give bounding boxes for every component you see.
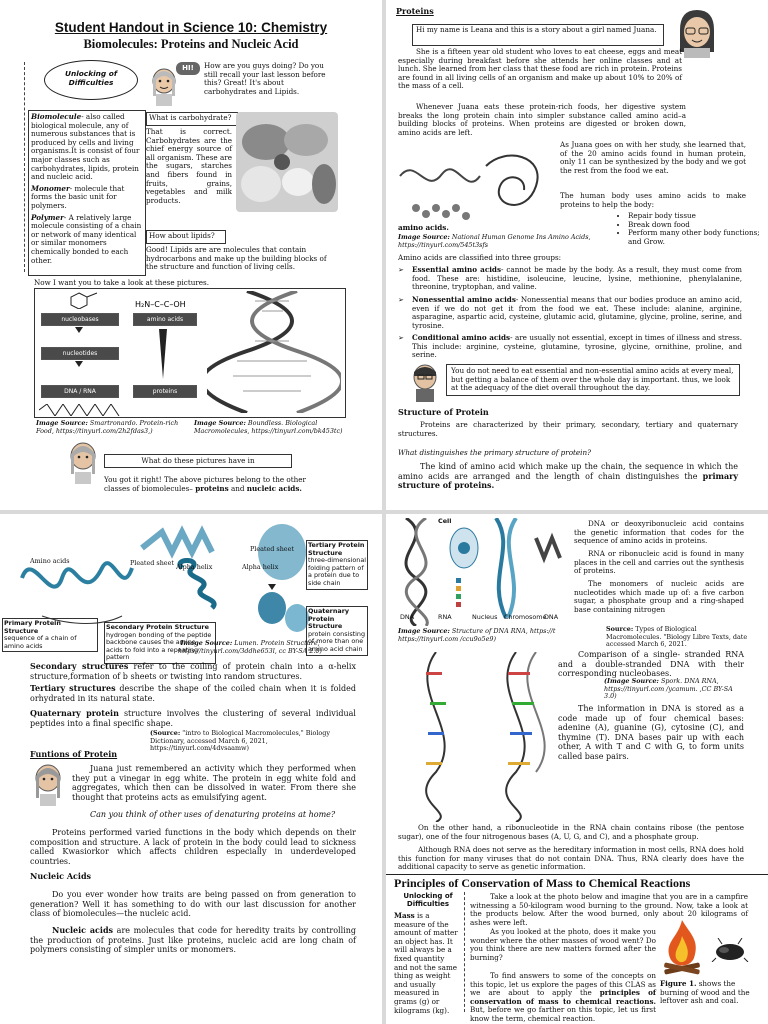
structure-paragraph: Proteins are characterized by their primary, secondary, tertiary and quaternary structures. [398, 420, 738, 438]
paragraph-nucleic-1: Do you ever wonder how traits are being passed on from generation to generation? Well it has something to do with our last discussion for another class of biomolecules—the nucleic acid. [30, 890, 356, 919]
image-source-spork [604, 678, 744, 701]
question-lipids: How about lipids? [146, 230, 226, 244]
def-polymer [31, 214, 143, 266]
list-item: • Repair body tissue [628, 212, 760, 221]
answer-text: The kind of amino acid which make up the chain, the sequence in which the amino acids are arranged and the length of chain distinguishes the [398, 462, 738, 481]
src-types-label: Source: [606, 625, 634, 633]
rna-dna-comparison-diagram [396, 652, 556, 822]
term-tertiary: Tertiary structures [30, 683, 116, 693]
label-cell: Cell [438, 517, 452, 525]
nucleic-acids-title: Nucleic Acids [30, 871, 92, 881]
def-biomolecule [31, 113, 143, 182]
def-monomer-text: - molecule that forms the basic unit for polymers. [31, 183, 125, 210]
arrow-down-icon [159, 329, 167, 379]
quaternary-title: Quaternary Protein Structure [308, 607, 350, 631]
src-spork-label: (Image Source: [604, 677, 659, 685]
functions-title: Funtions of Protein [30, 749, 118, 759]
unlocking-label-2: Unlocking of Difficulties [403, 892, 453, 908]
page-proteins [386, 0, 768, 510]
paragraph-synthesized: As Juana goes on with her study, she learned that, of the 20 amino acids found in human protein, only 11 can be synthesized by the body and we got the rest from the food we eat. [560, 140, 746, 175]
arrow-right-icon: ➢ [398, 333, 405, 342]
quaternary-text: protein consisting of more than one amino acid chain [308, 629, 366, 653]
paragraph-dna: DNA or deoxyribonucleic acid contains the genetic information that codes for the sequence of amino acids in proteins. [574, 519, 744, 546]
flow-nucleobases: nucleobases [41, 313, 119, 326]
tertiary-text: three-dimensional folding pattern of a protein due to side chain [308, 556, 367, 587]
paragraph-functions: Proteins performed varied functions in the body which depends on their composition and structure. A lack of protein in the body could lead to sickness called Kwasiorkor which affects children especially in underdeveloped countries. [30, 828, 356, 866]
paragraph-monomers: The monomers of nucleic acids are nucleotides which made up of: a five carbon sugar, a phosphate group and a ring-shaped base containing nitrogen [574, 579, 744, 614]
arrow-right-icon: ➢ [398, 295, 405, 304]
label-nucleus: Nucleus [472, 613, 498, 621]
def-nonessential: - Nonessential means that our bodies produce an amino acid, even if we do not get it from the food we eat. These include: alanine, arginine, asparagine, aspartic acid, cysteine, glutamic acid, glutamine, glycine, proline, serine, and tyrosine. [412, 295, 742, 330]
paragraph-campfire: Take a look at the photo below and imagine that you are in a campfire witnessing a 50-kilogram wood burning to the ground. Now, take a look at the products below. After the wood burned, only about 20 kilograms of ashes were left. [470, 892, 748, 927]
got-it-right-text [104, 476, 334, 493]
def-tertiary: describe the shape of the coiled chain when it is folded orhydrated in its natural state. [30, 684, 356, 703]
def-mass: is a measure of the amount of matter an object has. It will always be a fixed quantity and not the same thing as weight and usually measured in grams (g) or kilograms (kg). [394, 911, 458, 1015]
term-biomolecule: Biomolecule [31, 112, 82, 121]
got-right-text: You got it right! The above pictures belong to the other classes of biomolecules– [104, 475, 306, 493]
label-dna-2: DNA [544, 613, 559, 621]
src-lumen-label: Image Source: [180, 639, 233, 647]
structure-question: What distinguishes the primary structure of protein? [398, 448, 591, 457]
girl-thinking-icon [66, 440, 100, 484]
primary-text: sequence of a chain of amino acids [4, 634, 77, 650]
label-pleated-sheet-2: Pleated sheet [250, 545, 294, 553]
image-source-1 [36, 420, 186, 435]
find-bold: principles of conservation of mass to chemical reactions. [470, 988, 656, 1006]
structure-answer [398, 462, 738, 491]
now-look-text: Now I want you to take a look at these pictures. [34, 278, 210, 287]
box-primary-structure [2, 618, 98, 652]
label-amino-acids: Amino acids [30, 557, 70, 565]
paragraph-nucleic-2 [30, 926, 356, 955]
got-right-nucleic: nucleic acids. [246, 483, 302, 493]
paragraph-rna-virus: Although RNA does not serve as the hereditary information in most cells, RNA does hold this function for many viruses that do not contain DNA. Thus, RNA clearly does have the additional capacity to serve as genetic information. [398, 845, 744, 872]
def-polymer-text: - A relatively large molecule consisting of a chain or network of many identical or similar monomers chemically bonded to each other. [31, 212, 142, 265]
question-carbohydrate: What is carbohydrate? [146, 112, 238, 126]
unlocking-label: Unlocking of Difficulties [64, 69, 118, 87]
section-divider [386, 874, 768, 875]
image-source-lumen [150, 640, 350, 655]
term-nucleic: Nucleic acids [52, 925, 114, 935]
term-polymer: Polymer [31, 212, 64, 222]
src-types-text: Types of Biological Macromolecules. "Biology Libre Texts, date accessed March 6, 2021. [606, 625, 748, 649]
group-essential [398, 266, 742, 292]
src-dna-label: Image Source: [398, 627, 450, 635]
def-secondary: refer to the coiling of protein chain into a α-helix structure,formation of b sheets or twisting into random structures. [30, 662, 356, 681]
uses-list [616, 212, 760, 246]
food-photo [236, 112, 338, 212]
src2-label: Image Source: [194, 419, 246, 427]
section-proteins: Proteins [396, 6, 434, 16]
handout-subtitle: Biomolecules: Proteins and Nucleic Acid [83, 37, 299, 51]
flow-amino-acids: amino acids [133, 313, 197, 326]
paragraph-find-answers [470, 972, 656, 1024]
hi-badge: HI! [176, 62, 200, 75]
label-dna: DNA [400, 613, 415, 621]
def-essential: - cannot be made by the body. As a result, they must come from food. These are: histidine, isoleucine, leucine, lysine, methionine, phenylalanine, threonine, tryptophan, and valine. [412, 265, 742, 292]
paragraph-digestion: Whenever Juana eats these protein-rich foods, her digestive system breaks the long protein chain into simpler substance called amino acid–a building blocks of proteins. When proteins are digested or broken down, amino acids are left. [398, 102, 686, 137]
tertiary-title: Tertiary Protein Structure [308, 541, 365, 557]
label-alpha-helix-2: Alpha helix [242, 563, 279, 571]
campfire-image [660, 918, 704, 978]
term-mass: Mass [394, 911, 415, 920]
answer-carbohydrate: That is correct. Carbohydrates are the chief energy source of all organism. These are the sugars, starches and fibers found in fruits, grains, vegetables and milk products. [146, 127, 232, 205]
dna-helix-image [207, 291, 341, 413]
teacher-avatar-icon [408, 362, 442, 402]
question-denature: Can you think of other uses of denaturing proteins at home? [90, 810, 336, 819]
secondary-title: Secondary Protein Structure [106, 623, 209, 631]
dna-rna-cell-diagram [396, 518, 568, 626]
def-nucleic: are molecules that code for heredity traits by controlling the production of proteins. Just like proteins, nucleic acid are long chain of polymers consisting of simpler units or monomers. [30, 926, 357, 955]
source-biology-dictionary [150, 730, 356, 753]
svg-text:H₂N–C–C–OH: H₂N–C–C–OH [135, 300, 186, 309]
classified-text: Amino acids are classified into three groups: [398, 253, 562, 262]
margin-divider [24, 62, 26, 272]
page-handout-intro [0, 0, 382, 510]
def-quaternary: structure involves the clustering of several individual peptides into a final specific shape. [30, 709, 356, 728]
src-lumen-text: Lumen. Protein Structure, https://tinyurl.com/3ddhe653l, cc BY-SA 2.0) [178, 639, 322, 655]
greeting-bubble: How are you guys doing? Do you still recall your last lesson before this? Great! It's about carbohydrates and Lipids. [204, 61, 326, 96]
def-biomolecule-text: - also called biological molecule, any of numerous substances that is produced by cells and living organisms.It is consist of four major classes such as carbohydrates, lipids, protein and nucleic acid. [31, 112, 140, 182]
term-conditional: Conditional amino acids [412, 333, 511, 342]
src1-text: Smartronardo. Protein-rich Food, https://tinyurl.com/2h2fdas3,) [36, 419, 179, 435]
label-rna: RNA [438, 613, 452, 621]
list-item: • Perform many other body functions; and Grow. [628, 229, 760, 246]
flow-proteins: proteins [133, 385, 197, 398]
src-dna-text: Structure of DNA RNA, https://t https://tinyurl.com /ccu9o5e9) [398, 627, 556, 643]
image-source-amino [398, 234, 598, 249]
paragraph-secondary [30, 662, 356, 681]
paragraph-ribonucleotide: On the other hand, a ribonucleotide in the RNA chain contains ribose (the pentose sugar), one of the four nitrogenous bases (A, U, G, and C), and a phosphate group. [398, 823, 744, 841]
def-monomer [31, 185, 143, 211]
src2-text: Boundless. Biological Macromolecules, https://tinyurl.com/bk453tc) [194, 419, 343, 435]
mass-definition [394, 912, 460, 1015]
source-label: (Source: [150, 729, 181, 737]
got-right-proteins: proteins [195, 483, 229, 493]
paragraph-human-body: The human body uses amino acids to make proteins to help the body: [560, 191, 746, 209]
group-nonessential [398, 296, 742, 330]
box-tertiary-structure [306, 540, 368, 590]
paragraph-juana-vinegar: Juana just remembered an activity which they performed when they put a vinegar in egg white. The protein in egg white fold and aggregates, which then can be dissolved in water. From there she thought that proteins acts as emulsifying agent. [72, 764, 356, 802]
fig-amino-label: amino acids. [398, 223, 449, 232]
source-text: "intro to Biological Macromolecules," Biology Dictionary, accessed March 6, 2021, https://tinyurl.com/4dvsaamw) [150, 729, 330, 753]
flow-nucleotides: nucleotides [41, 347, 119, 360]
page-protein-structure [0, 514, 382, 1024]
group-conditional [398, 334, 742, 360]
src1-label: Image Source: [36, 419, 88, 427]
label-chromosome: Chromosome [504, 613, 547, 621]
unlocking-badge [44, 60, 138, 100]
term-essential: Essential amino acids [412, 265, 502, 274]
paragraph-juana-intro: She is a fifteen year old student who loves to eat cheese, eggs and meat especially during breakfast before she attends her online classes and at lunch. She learned from her class that these food are rich in protein. Proteins are found in all living cells of an organism and make up about 10% to 20% of the mass of a cell. [398, 47, 682, 91]
src-amino-label: Image Source: [398, 233, 450, 241]
leana-bubble: Hi my name is Leana and this is a story about a girl named Juana. [412, 24, 664, 46]
got-right-and: and [228, 483, 247, 493]
def-conditional: - are usually not essential, except in times of illness and stress. This include: arginine, cysteine, glutamine, tyrosine, glycine, ornithine, proline, and serine. [412, 333, 742, 360]
margin-divider-2 [464, 892, 466, 1012]
arrow-down-icon [75, 327, 83, 333]
paragraph-quaternary [30, 709, 356, 728]
src-amino-text: National Human Genome Ins Amino Acids, https://tinyurl.com/545t3sfs [398, 233, 591, 249]
amino-acid-structure-icon [131, 295, 187, 313]
figure-caption-text: shows the burning of wood and the leftover ash and coal. [660, 979, 750, 1006]
conservation-title: Principles of Conservation of Mass to Chemical Reactions [394, 876, 691, 890]
source-types [606, 626, 748, 649]
girl-avatar-icon [148, 66, 180, 106]
structure-title: Structure of Protein [398, 407, 489, 417]
paragraph-dna-info: The information in DNA is stored as a code made up of four chemical bases: adenine (A), guanine (G), cytosine (C), and thymine (T). DNA bases pair up with each other, A with T and C with G, to form units called base pairs. [558, 704, 744, 761]
image-source-2 [194, 420, 344, 435]
arrow-down-icon [75, 361, 83, 367]
term-monomer: Monomer [31, 183, 70, 193]
biomolecule-images-panel [34, 288, 346, 418]
paragraph-wonder: As you looked at the photo, does it make you wonder where the other masses of wood went? Do you think there are new matters formed after the burning? [470, 927, 656, 962]
page-nucleic-mass [386, 514, 768, 1024]
primary-title: Primary Protein Structure [4, 619, 61, 635]
list-item: • Break down food [628, 221, 760, 230]
base-structure-icon [39, 291, 125, 309]
secondary-text: hydrogen bonding of the peptide backbone causes the amino acids to fold into a repeating pattern [106, 630, 212, 662]
flow-dna-rna: DNA / RNA [41, 385, 119, 398]
term-nonessential: Nonessential amino acids [412, 295, 516, 304]
figure-label: Figure 1. [660, 979, 697, 988]
paragraph-tertiary [30, 684, 356, 703]
nucleotide-chain-icon [39, 401, 199, 413]
label-pleated-sheet: Pleated sheet [130, 559, 174, 567]
note-bubble: You do not need to eat essential and non-essential amino acids at every meal, but getting a balance of them over the whole day is important. thus, we look at the adequacy of the diet overall throughout the day. [446, 364, 740, 396]
image-source-dna [398, 628, 566, 643]
handout-title: Student Handout in Science 10: Chemistry [54, 20, 328, 35]
term-quaternary: Quaternary protein [30, 708, 119, 718]
question-bubble: What do these pictures have in [104, 454, 292, 468]
find-end: But, before we go farther on this topic, let us first know the term, chemical reaction. [470, 1005, 656, 1023]
find-text: To find answers to some of the concepts on this topic, let us explore the pages of this CLAS as we are about to apply the [470, 971, 656, 998]
answer-lipids: Good! Lipids are are molecules that contain hydrocarbons and make up the building blocks of the structure and function of living cells. [146, 245, 327, 272]
paragraph-comparison: Comparison of a single- stranded RNA and a double-stranded DNA with their corresponding nucleobases. [558, 650, 744, 679]
ash-coal-image [710, 938, 750, 962]
figure-caption [660, 980, 754, 1006]
arrow-right-icon: ➢ [398, 265, 405, 274]
girl-thinking-icon-2 [30, 762, 66, 806]
paragraph-rna: RNA or ribonucleic acid is found in many places in the cell and carries out the synthesis of proteins. [574, 549, 744, 576]
term-secondary: Secondary structures [30, 661, 129, 671]
label-alpha-helix: Alpha helix [176, 563, 213, 571]
src-spork-text: Spork. DNA RNA, https://tinyurl.com /ycamum. ,CC BY-SA 3.0) [604, 677, 733, 701]
definitions-box [28, 110, 146, 276]
answer-bold: primary structure of proteins. [398, 470, 738, 491]
